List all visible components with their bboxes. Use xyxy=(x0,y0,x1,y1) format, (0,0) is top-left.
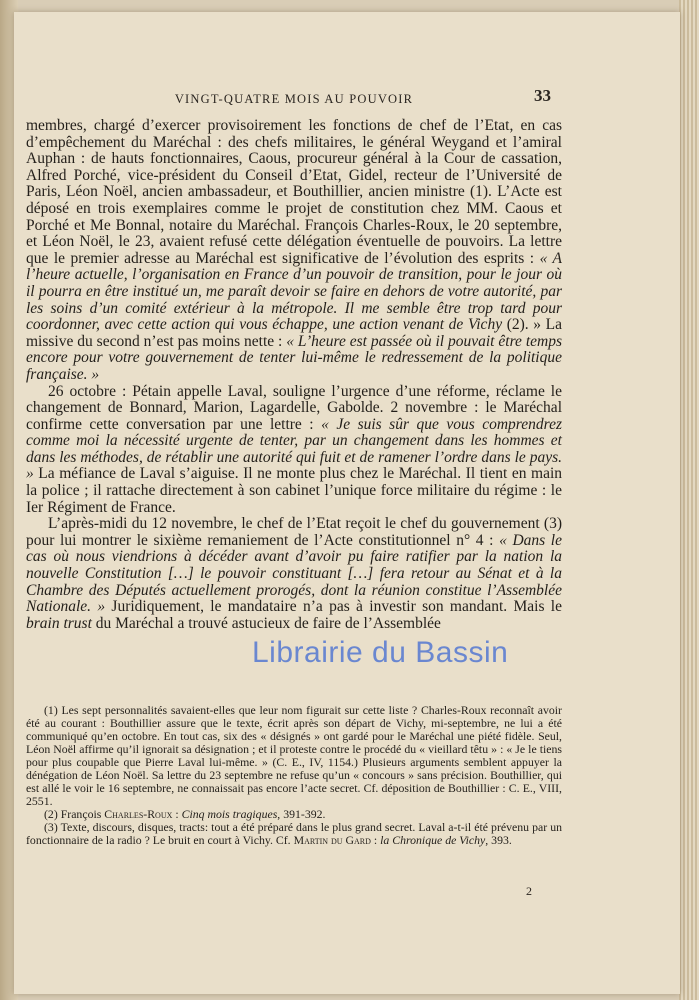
footnote-2-number: (2) François xyxy=(44,807,105,821)
noel-quote: « L’heure est passée où il pouvait être temps encore pour votre gouvernement de tenter lui-même le redressement de la politique française. » xyxy=(26,332,562,383)
charles-roux-quote: « A l’heure actuelle, l’organisation en France d’un pouvoir de transition, pour le jour où il pourra en être institué un, me paraît devoir se faire en dehors de votre autorité, par les soins d’un comité extérieur à la métropole. Il me semble être trop tard pour coordonner, avec cette action qui vous échappe, une action venant de Vichy xyxy=(26,249,562,334)
paragraph-3 xyxy=(26,516,562,632)
paragraph-1-text: membres, chargé d’exercer provisoirement les fonctions de chef de l’Etat, en cas d’empêchement du Maréchal : des chefs militaires, le général Weygand et l’amiral Auphan : de hauts fonctionnaires, Caous, procureur général à la Cour de cassation, Alfred Porché, vice-président du Conseil d’Etat, Gidel, recteur de l’Université de Paris, Léon Noël, ancien ambassadeur, et Bouthillier, ancien ministre (1). L’Acte est déposé en trois exemplaires comme le projet de constitution chez MM. Caous et Porché et Me Bonnal, notaire du Maréchal. François Charles-Roux, le 20 septembre, et Léon Noël, le 23, avaient refusé cette délégation éventuelle de pouvoirs. La lettre que le premier adresse au Maréchal est significative de l’évolution des esprits : xyxy=(26,117,562,267)
footnotes xyxy=(26,704,562,847)
footnote-3-text: (3) Texte, discours, disques, tracts: tout a été préparé dans le plus grand secret. Laval a-t-il été prévenu par un fonctionnaire de la radio ? Le bruit en court à Vichy. Cf. xyxy=(26,820,562,847)
marshal-letter-quote: « Je suis sûr que vous comprendrez comme moi la nécessité urgente de tenter, par un changement dans les hommes et dans les méthodes, de rétablir une autorité qui fuit et de ramener l’ordre dans le pays. » xyxy=(26,415,562,483)
paragraph-3-end-b: du Maréchal a trouvé astucieux de faire de l’Assemblée xyxy=(91,614,441,632)
footnote-2-sep: : xyxy=(172,807,182,821)
footnote-2-pages: , 391-392. xyxy=(277,807,326,821)
page-number: 33 xyxy=(534,86,551,105)
footnote-2-title: Cinq mois tragiques xyxy=(181,807,278,821)
signature-mark: 2 xyxy=(526,884,532,898)
footnote-3-sep: : xyxy=(370,833,381,847)
brain-trust-term: brain trust xyxy=(26,614,92,632)
book-page xyxy=(14,12,680,994)
footnote-3-title: la Chronique de Vichy xyxy=(380,833,486,847)
footnote-3 xyxy=(26,821,562,847)
footnote-1: (1) Les sept personnalités savaient-elles que leur nom figurait sur cette liste ? Charles-Roux reconnaît avoir été au courant : Bouthillier assure que le texte, écrit après son départ de Vichy, mi-septembre, ne lui a été communiqué qu’en octobre. En tout cas, six des « désignés » ont gardé pour le Maréchal une piété fidèle. Seul, Léon Noël affirme qu’il ignorait sa désignation ; et il proteste contre le procédé du « vieillard têtu » : « Je le tiens pour plus coupable que Pierre Laval lui-même. » (C. E., IV, 1154.) Plusieurs arguments semblent appuyer la dénégation de Léon Noël. Sa lettre du 23 septembre ne refuse qu’un « concours » sans précision. Bouthillier, qui est allé le voir le 16 septembre, ne connaissait pas encore l’acte secret. Cf. déposition de Bouthillier : C. E., VIII, 2551. xyxy=(26,703,562,808)
paragraph-2-end: La méfiance de Laval s’aiguise. Il ne monte plus chez le Maréchal. Il tient en main la police ; il rattache directement à son cabinet l’unique force militaire du régime : le Ier Régiment de France. xyxy=(26,465,562,516)
paragraph-3-text: L’après-midi du 12 novembre, le chef de l’Etat reçoit le chef du gouvernement (3) pour lui montrer le sixième remaniement de l’Acte constitutionnel n° 4 : xyxy=(26,515,562,549)
watermark: Librairie du Bassin xyxy=(252,636,509,669)
paragraph-3-end-a: Juridiquement, le mandataire n’a pas à investir son mandant. Mais le xyxy=(105,598,562,616)
paragraph-2-text: 26 octobre : Pétain appelle Laval, souligne l’urgence d’une réforme, réclame le changement de Bonnard, Marion, Lagardelle, Gabolde. 2 novembre : le Maréchal confirme cette conversation par une lettre : xyxy=(26,382,562,433)
footnote-2-author: Charles-Roux xyxy=(104,807,173,821)
running-title: VINGT-QUATRE MOIS AU POUVOIR xyxy=(174,92,414,106)
footnote-3-pages: , 393. xyxy=(485,833,512,847)
constitutional-act-quote: « Dans le cas où nous viendrions à décéder avant d’avoir pu faire ratifier par la nation la nouvelle Constitution […] le pouvoir constituant […] fera retour au Sénat et à la Chambre des Députés actuellement prorogés, dont la réunion constitue l’Assemblée Nationale. » xyxy=(26,531,562,616)
paragraph-1 xyxy=(26,118,562,384)
page-edges xyxy=(679,0,699,1000)
main-text xyxy=(26,118,562,632)
footnote-3-author: Martin du Gard xyxy=(293,833,371,847)
paragraph-2 xyxy=(26,384,562,517)
footnote-ref-2: (2). » La missive du second n’est pas moins nette : xyxy=(26,316,562,350)
